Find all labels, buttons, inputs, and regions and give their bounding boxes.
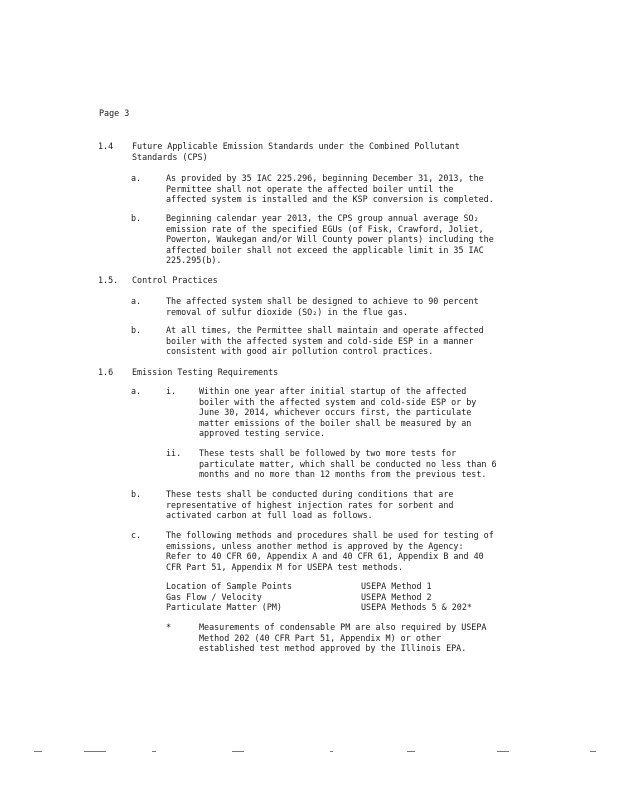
text-line: At all times, the Permittee shall maintain and operate affected — [166, 325, 484, 335]
heading-line: Future Applicable Emission Standards under the Combined Pollutant — [132, 141, 460, 151]
footer-rule-fragment — [152, 751, 156, 752]
text-line: approved testing service. — [199, 428, 326, 439]
section-heading-1-5 — [132, 275, 218, 286]
text-line: Beginning calendar year 2013, the CPS group annual average SO₂ — [166, 213, 479, 223]
heading-line: Emission Testing Requirements — [132, 367, 279, 377]
paragraph-1-6-b — [166, 489, 453, 521]
text-line: As provided by 35 IAC 225.296, beginning December 31, 2013, the — [166, 173, 484, 183]
table-cell-method: USEPA Methods 5 & 202* — [361, 602, 472, 613]
text-line: CFR Part 51, Appendix M for USEPA test methods. — [166, 561, 403, 572]
text-line: emissions, unless another method is approved by the Agency: — [166, 540, 464, 551]
footer-rule-fragment — [590, 751, 596, 752]
heading-line: Control Practices — [132, 275, 218, 285]
text-line: matter emissions of the boiler shall be measured by an — [199, 417, 472, 428]
footnote — [199, 622, 486, 654]
table-cell-parameter: Location of Sample Points — [166, 581, 293, 591]
footer-rule-fragment — [34, 751, 42, 752]
footer-rule-fragment — [84, 751, 106, 752]
paragraph-1-4-a — [166, 173, 494, 205]
text-line: consistent with good air pollution control practices. — [166, 346, 434, 357]
section-heading-1-6 — [132, 367, 278, 378]
text-line: particulate matter, which shall be conducted no less than 6 — [199, 458, 497, 469]
paragraph-1-6-a-ii — [199, 448, 497, 480]
section-number-1-5: 1.5. — [98, 275, 119, 285]
item-label: b. — [131, 489, 142, 499]
text-line: boiler with the affected system and cold-side ESP or by — [199, 396, 477, 407]
section-number-1-4: 1.4 — [98, 141, 114, 151]
heading-line: Standards (CPS) — [132, 151, 208, 162]
item-label: c. — [131, 530, 142, 540]
subitem-label: i. — [166, 386, 177, 396]
page-label: Page 3 — [99, 108, 130, 118]
item-label: a. — [131, 296, 142, 306]
text-line: months and no more than 12 months from the previous test. — [199, 469, 487, 480]
text-line: representative of highest injection rates for sorbent and — [166, 499, 454, 510]
paragraph-1-6-c — [166, 530, 494, 572]
subitem-label: ii. — [166, 448, 182, 458]
text-line: The following methods and procedures shall be used for testing of — [166, 530, 494, 540]
text-line: These tests shall be conducted during conditions that are — [166, 489, 454, 499]
paragraph-1-6-a-i — [199, 386, 476, 439]
text-line: Refer to 40 CFR 60, Appendix A and 40 CFR 61, Appendix B and 40 — [166, 551, 484, 562]
footer-rule-fragment — [497, 751, 509, 752]
text-line: June 30, 2014, whichever occurs first, the particulate — [199, 407, 472, 418]
text-line: activated carbon at full load as follows. — [166, 510, 373, 521]
footer-rule-fragment — [407, 751, 415, 752]
item-label: a. — [131, 173, 142, 183]
table-cell-method: USEPA Method 2 — [361, 591, 432, 602]
text-line: 225.295(b). — [166, 255, 222, 266]
item-label: b. — [131, 213, 142, 223]
text-line: Method 202 (40 CFR Part 51, Appendix M) or other — [199, 632, 442, 643]
text-line: established test method approved by the Illinois EPA. — [199, 643, 467, 654]
methods-table-parameters — [166, 581, 292, 613]
text-line: boiler with the affected system and cold-side ESP in a manner — [166, 335, 474, 346]
paragraph-1-4-b — [166, 213, 494, 266]
item-label: b. — [131, 325, 142, 335]
item-label: a. — [131, 386, 142, 396]
footnote-marker: * — [166, 622, 172, 632]
text-line: Powerton, Waukegan and/or Will County power plants) including the — [166, 234, 494, 245]
paragraph-1-5-b — [166, 325, 484, 357]
text-line: These tests shall be followed by two more tests for — [199, 448, 457, 458]
text-line: Measurements of condensable PM are also required by USEPA — [199, 622, 487, 632]
text-line: affected system is installed and the KSP conversion is completed. — [166, 194, 494, 205]
text-line: Permittee shall not operate the affected boiler until the — [166, 183, 454, 194]
text-line: affected boiler shall not exceed the applicable limit in 35 IAC — [166, 244, 484, 255]
text-line: Within one year after initial startup of the affected — [199, 386, 467, 396]
footer-rule-fragment — [330, 751, 333, 752]
section-heading-1-4 — [132, 141, 460, 162]
paragraph-1-5-a — [166, 296, 479, 317]
text-line: The affected system shall be designed to achieve to 90 percent — [166, 296, 479, 306]
text-line: emission rate of the specified EGUs (of Fisk, Crawford, Joliet, — [166, 223, 484, 234]
text-line: removal of sulfur dioxide (SO₂) in the flue gas. — [166, 306, 409, 317]
footer-rule-fragment — [232, 751, 244, 752]
methods-table-methods — [361, 581, 472, 613]
table-cell-parameter: Particulate Matter (PM) — [166, 602, 282, 613]
section-number-1-6: 1.6 — [98, 367, 114, 377]
table-cell-method: USEPA Method 1 — [361, 581, 432, 591]
table-cell-parameter: Gas Flow / Velocity — [166, 591, 262, 602]
